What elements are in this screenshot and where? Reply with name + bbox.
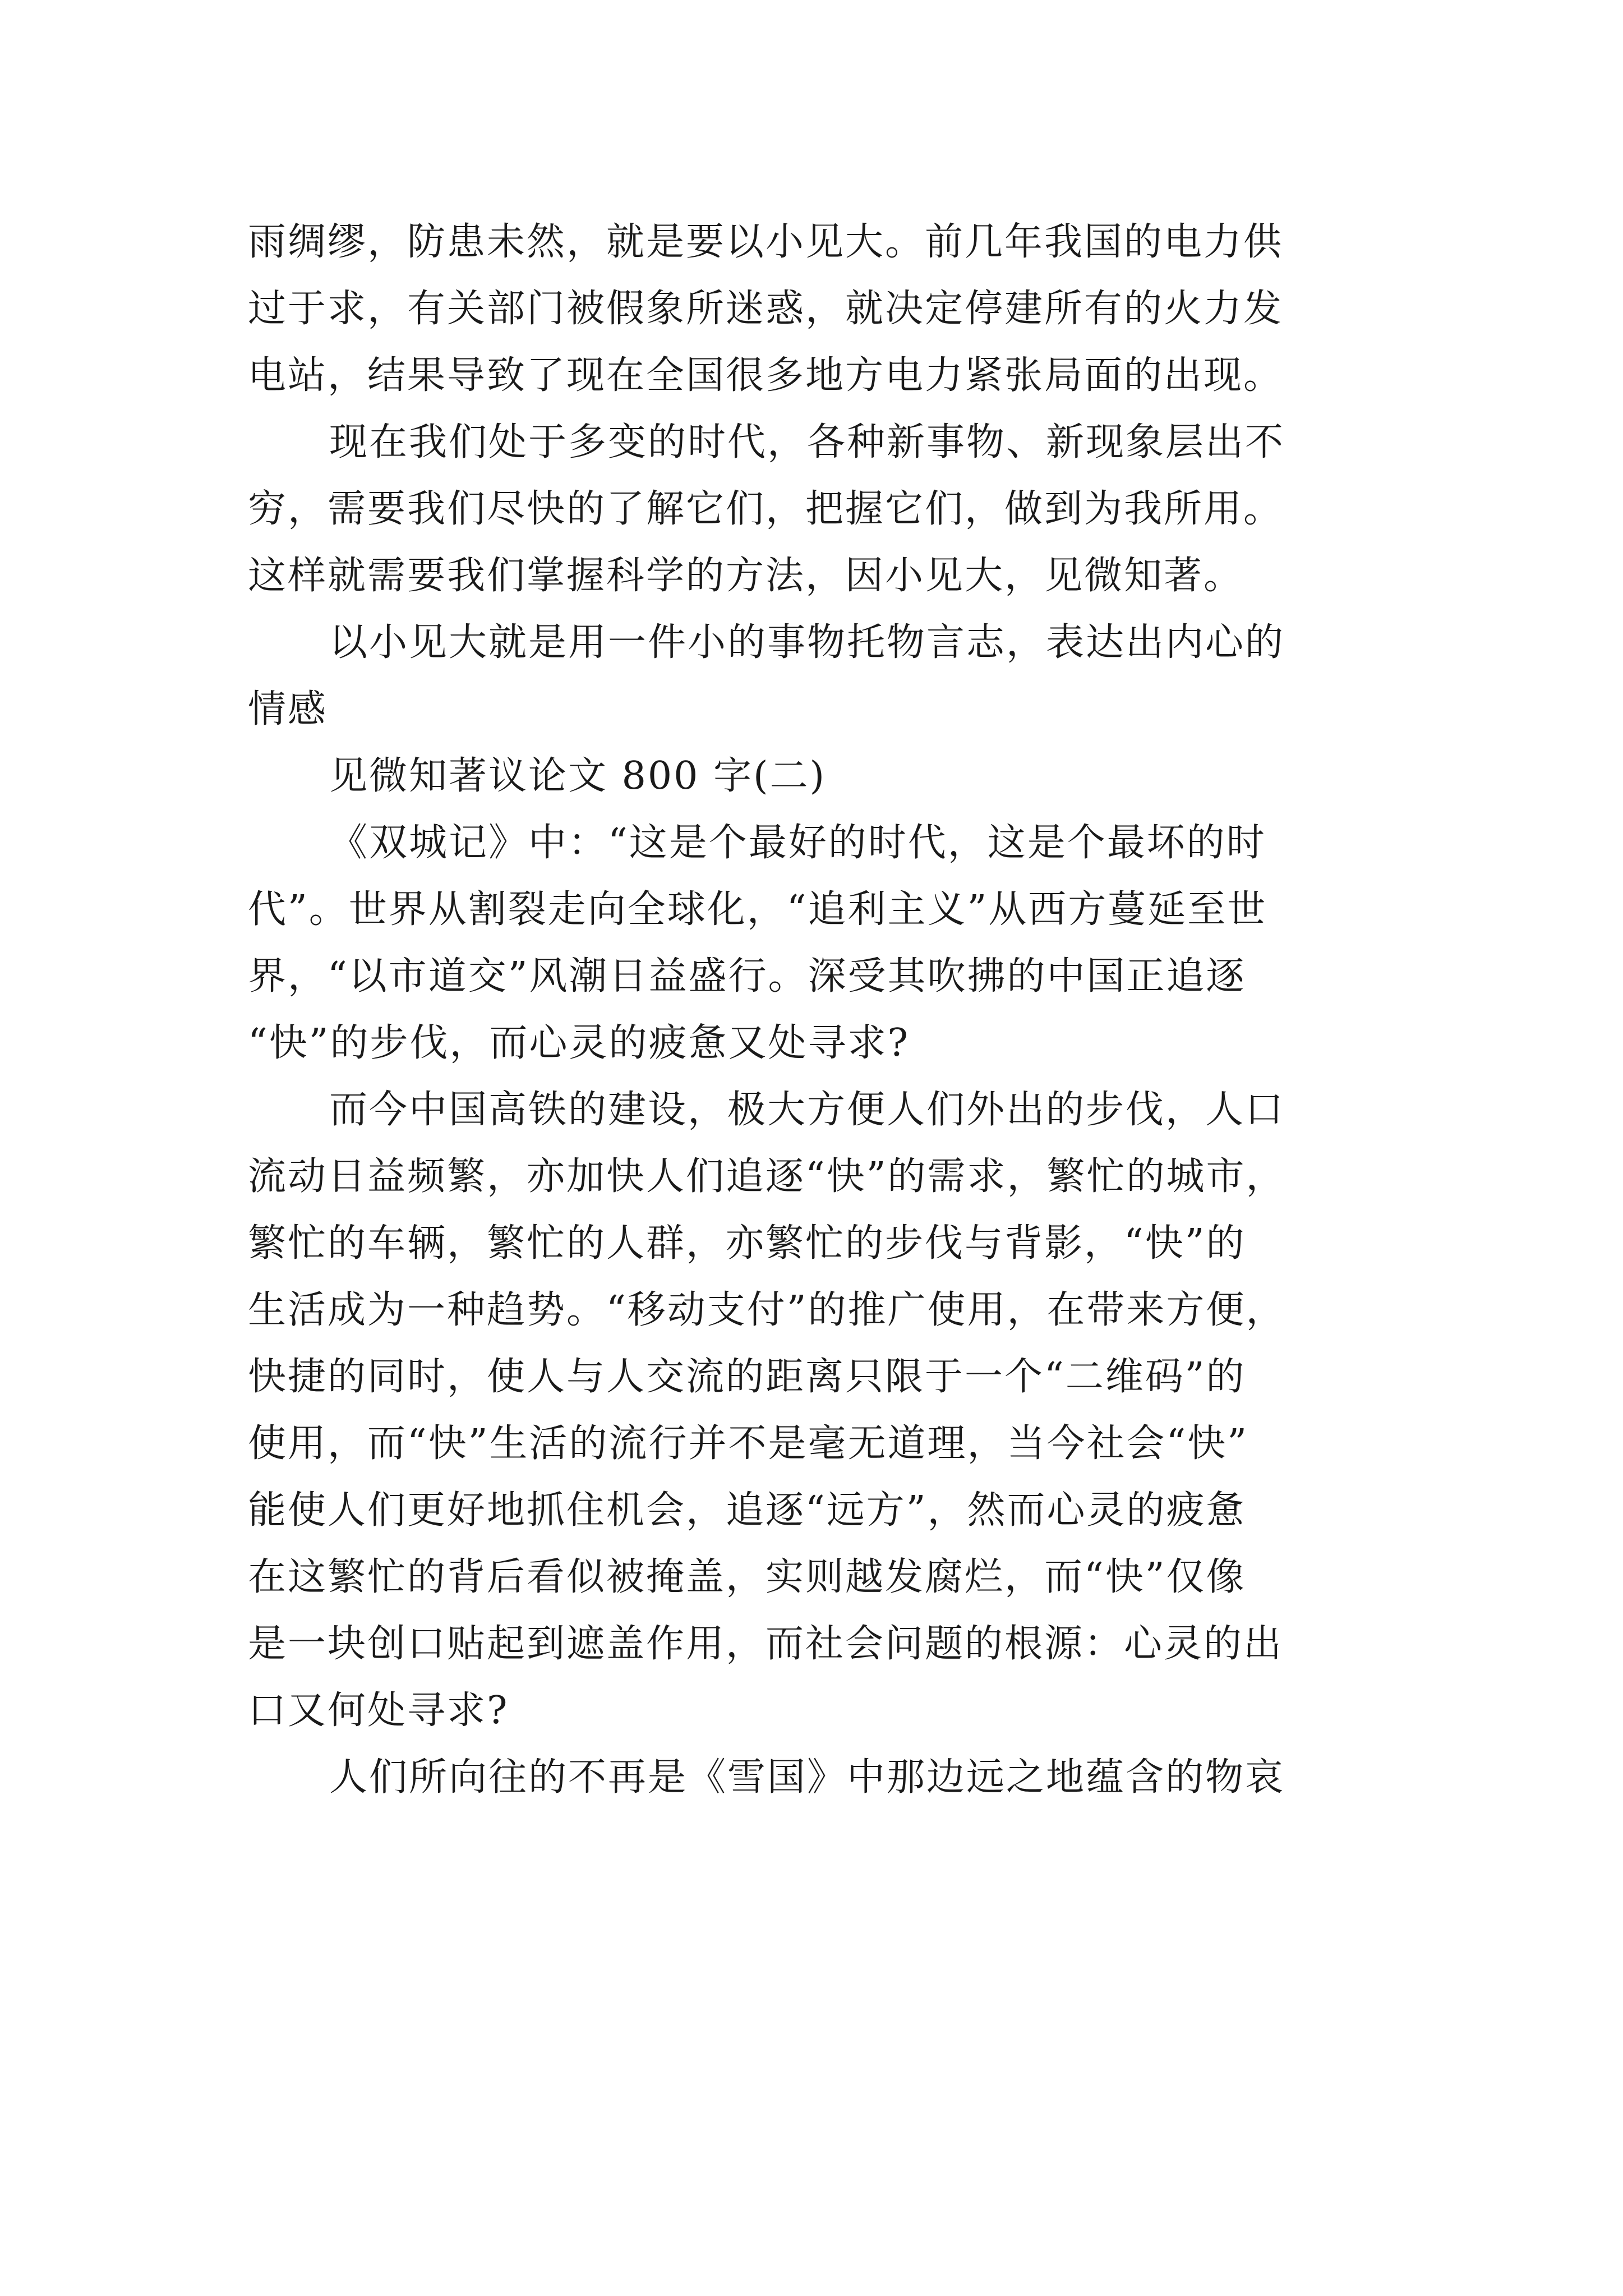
- text-line: 以小见大就是用一件小的事物托物言志，表达出内心的: [329, 620, 1285, 665]
- text-line: 使用，而“快”生活的流行并不是毫无道理，当今社会“快”: [248, 1421, 1249, 1466]
- text-line: 生活成为一种趋势。“移动支付”的推广使用，在带来方便，: [248, 1288, 1286, 1332]
- text-line: 能使人们更好地抓住机会，追逐“远方”，然而心灵的疲惫: [248, 1488, 1246, 1533]
- section-heading: 见微知著议论文 800 字(二): [329, 754, 827, 798]
- text-line: 而今中国高铁的建设，极大方便人们外出的步伐，人口: [329, 1088, 1285, 1132]
- text-line: 界，“以市道交”风潮日益盛行。深受其吹拂的中国正追逐: [248, 954, 1246, 999]
- text-line: 繁忙的车辆，繁忙的人群，亦繁忙的步伐与背影，“快”的: [248, 1221, 1246, 1266]
- text-line: 这样就需要我们掌握科学的方法，因小见大，见微知著。: [248, 554, 1244, 598]
- text-line: 情感: [248, 687, 328, 731]
- text-line: 在这繁忙的背后看似被掩盖，实则越发腐烂，而“快”仅像: [248, 1555, 1246, 1599]
- text-line: 穷，需要我们尽快的了解它们，把握它们，做到为我所用。: [248, 487, 1284, 531]
- text-line: 代”。世界从割裂走向全球化，“追利主义”从西方蔓延至世: [248, 887, 1267, 932]
- text-line: 现在我们处于多变的时代，各种新事物、新现象层出不: [329, 420, 1285, 464]
- text-line: 是一块创口贴起到遮盖作用，而社会问题的根源：心灵的出: [248, 1622, 1284, 1666]
- text-line: 流动日益频繁，亦加快人们追逐“快”的需求，繁忙的城市，: [248, 1154, 1286, 1199]
- text-line: 电站，结果导致了现在全国很多地方电力紧张局面的出现。: [248, 353, 1284, 398]
- text-line: 快捷的同时，使人与人交流的距离只限于一个“二维码”的: [248, 1355, 1246, 1399]
- text-line: 《双城记》中：“这是个最好的时代，这是个最坏的时: [329, 821, 1266, 865]
- text-line: 口又何处寻求?: [248, 1688, 509, 1733]
- text-line: 过于求，有关部门被假象所迷惑，就决定停建所有的火力发: [248, 287, 1284, 331]
- essay-body: [248, 209, 1398, 1811]
- text-line: 雨绸缪，防患未然，就是要以小见大。前几年我国的电力供: [248, 220, 1284, 264]
- text-line: 人们所向往的不再是《雪国》中那边远之地蕴含的物哀: [329, 1755, 1285, 1800]
- text-line: “快”的步伐，而心灵的疲惫又处寻求?: [248, 1021, 910, 1065]
